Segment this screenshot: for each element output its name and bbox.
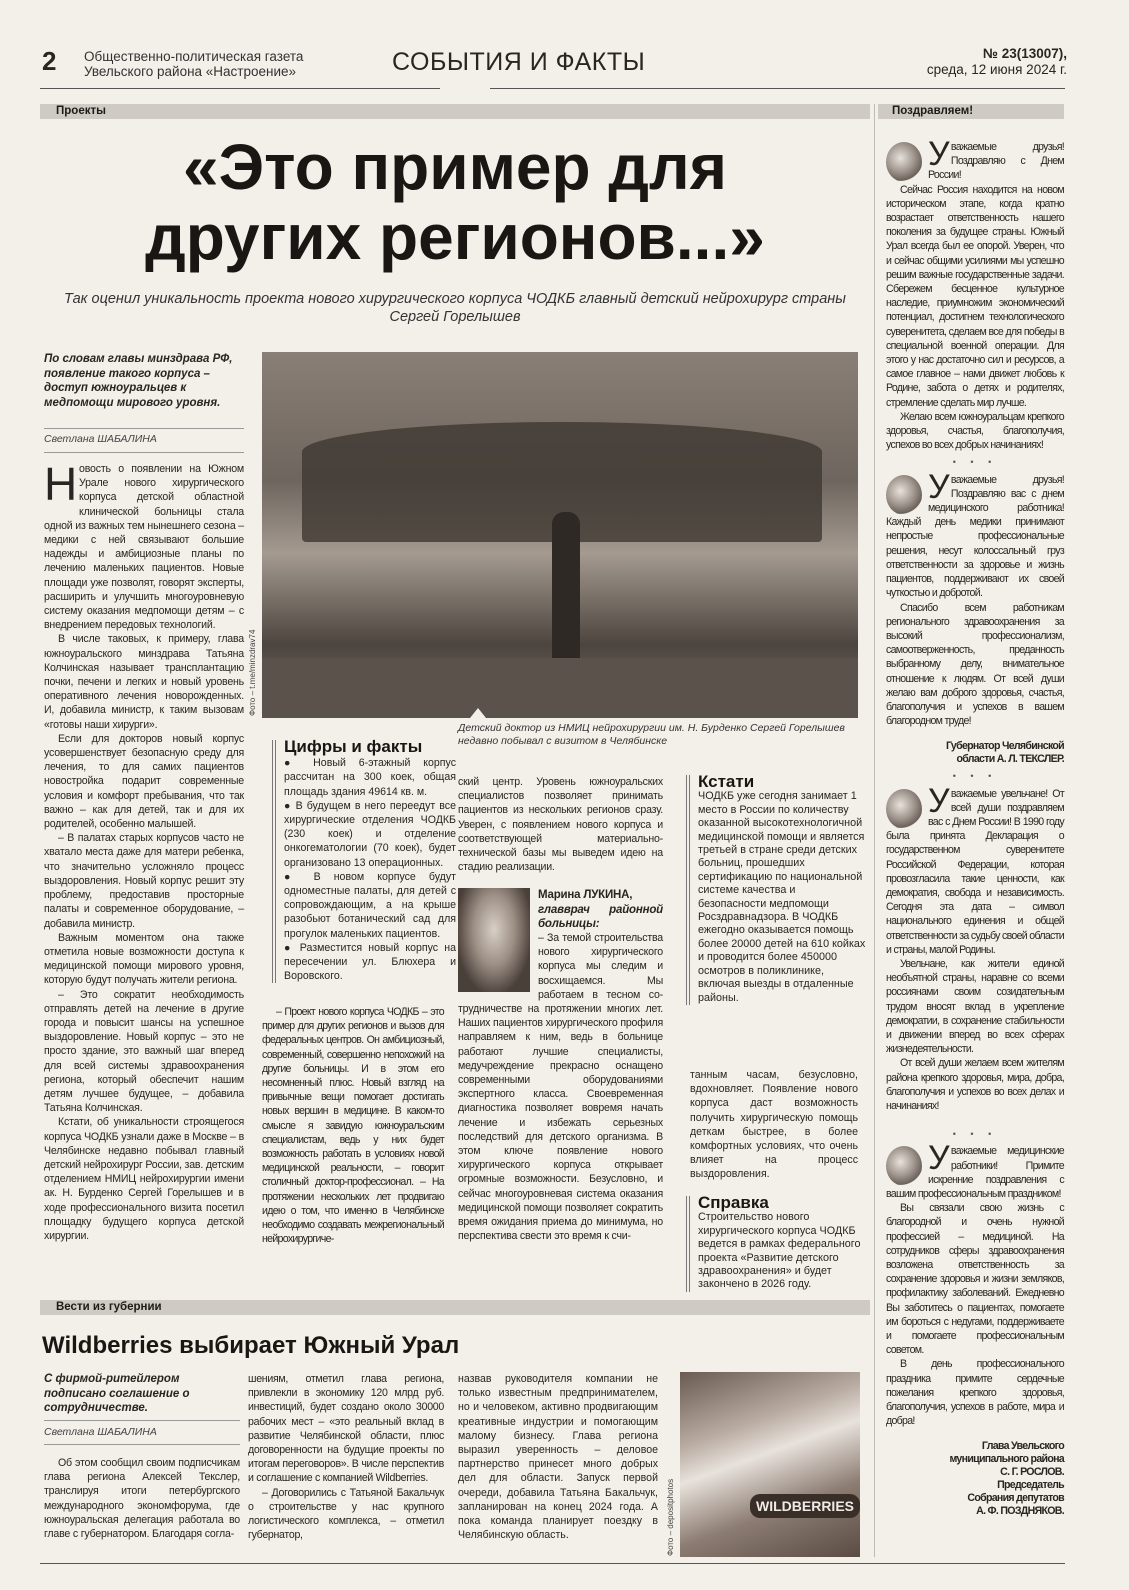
bullet-icon: ● <box>284 941 300 954</box>
news-column-1 <box>44 1456 240 1541</box>
facts-item <box>284 756 456 799</box>
ground <box>262 658 858 718</box>
facts-item-text: В новом корпусе будут одноместные палаты, для детей с сопровождающим, а на крыше разобьют ботанический сад для прогулок маленьких пациентов. <box>284 870 456 940</box>
signature-line: области А. Л. ТЕКСЛЕР. <box>956 753 1064 766</box>
paragraph: От всей души желаем всем жителям района крепкого здоровья, мира, добра, благополучия и успехов во всех делах и начинаниях! <box>886 1057 1064 1112</box>
issue-date: среда, 12 июня 2024 г. <box>926 62 1067 77</box>
paragraph: – В палатах старых корпусов часто не хватало места даже для матери ребенка, что значительно усложняло процесс выздоровления. Новый корпус решит эту проблему, предоставив просторные палаты и современное оборудование, – добавила министр. <box>44 832 244 930</box>
signature-line: А. Ф. ПОЗДНЯКОВ. <box>976 1505 1064 1518</box>
greeting-2 <box>886 467 1064 767</box>
rubric-news: Вести из губернии <box>40 1300 870 1315</box>
paragraph: Кстати, об уникальности строящегося корпуса ЧОДКБ узнали даже в Москве – в Челябинске недавно побывал главный детский нейрохирург России, зав. детским отделением НМИЦ нейрохирургии имени ак. Н. Бурденко Сергей Горелышев и в ходе профессионального визита посетил площадку будущего корпуса детской хирургии. <box>44 1116 245 1242</box>
facts-title: Цифры и факты <box>284 737 423 756</box>
photo-credit: Фото – t.me/minzdrav74 <box>248 629 257 716</box>
rubric-greetings: Поздравляем! <box>878 104 1064 119</box>
facts-item <box>284 799 456 870</box>
paragraph: ский центр. Уровень южноуральских специалистов позволяет принимать пациентов из нескольких регионов сразу. Уверен, с появлением нового корпуса и соответствующей материально-технической базы мы выведем идею на стадию реализации. <box>458 776 663 874</box>
flower-icon <box>886 475 922 515</box>
signature <box>886 740 1064 766</box>
paragraph: назвав руководителя компании не только известным предпринимателем, но и человеком, активно продвигающим креативные индустрии и помогающим малому бизнесу. Глава региона выразил уверенность – деловое партнерство принесет много добрых дел для области. Запуск первой очереди, добавила Татьяна Бакальчук, запланирован на конец 2024 года. А пока команда планирует поездку в Челябинскую область. <box>458 1373 658 1542</box>
facts-item <box>284 941 456 984</box>
paragraph: В день профессионального праздника примите сердечные пожелания крепкого здоровья, благополучия, успехов в работе, мира и добра! <box>886 1358 1064 1428</box>
news-photo-credit: Фото – depositphotos <box>666 1478 675 1556</box>
paragraph: – Проект нового корпуса ЧОДКБ – это пример для других регионов и вызов для федеральных центров. Он амбициозный, современный, совершенно непохожий на другие больницы. И в этом его несомненный плюс. Новый взгляд на привычные вещи помогает достигать новых вершин в медицине. В каком-то смысле я завидую южноуральским специалистам, ведь у них будет возможность работать в условиях новой медицинской реальности, – говорит столичный доктор-профессионал. – На протяжении нескольких лет продвигаю идею о том, что именно в Челябинске необходимо создавать межрегиональный нейрохирургиче- <box>262 1006 444 1246</box>
photo-caption-marker <box>470 708 486 718</box>
quote-text: – За темой строительства нового хирургического корпуса мы следим и восхищаемся. Мы работаем в тесном со- <box>538 932 663 1001</box>
header-rule-right <box>490 88 1065 89</box>
header-rule-left <box>40 88 440 89</box>
newspaper-name <box>84 49 303 79</box>
greeting-opening: важаемые медицинские работники! Примите искренние поздравления с вашим профессиональным праздником! <box>886 1145 1064 1201</box>
paragraph: Если для докторов новый корпус усовершенствует безопасную среду для лечения, то для самих пациентов новостройка подарит современные условия и комфорт пребывания, что так важно – как для детей, так и для их родителей, особенно малышей. <box>44 732 244 831</box>
separator: • • • <box>952 1129 998 1140</box>
headline-line1: «Это пример для <box>182 131 728 203</box>
paragraph: Сейчас Россия находится на новом историческом этапе, когда кратно возрастает ответственность нашего поколения за будущее страны. Южный Урал всегда был ее опорой. Уверен, что и сейчас общими усилиями мы успешно решим важные государственные задачи. Сбережем бесценное культурное наследие, приумножим экономический потенциал, достигнем технологического суверенитета, сделаем все для победы в специальной военной операции. Для этого у нас достаточно сил и ресурсов, а самое главное – нами движет любовь к Родине, забота о детях и родителях, стремление сделать мир лучше. <box>886 183 1064 409</box>
news-byline-rule-top <box>44 1420 240 1421</box>
greeting-opening: важаемые друзья! Поздравляю вас с днем медицинского работника! Каждый день медики принимают непростые профессиональные решения, несут колоссальный груз ответственности за здоровье и жизнь пациентов, поддерживают их своей чуткостью и добротой. <box>886 473 1064 600</box>
bullet-icon: ● <box>284 757 314 770</box>
subtitle: Так оценил уникальность проекта нового хирургического корпуса ЧОДКБ главный детский нейрохирург страны Сергей Горелышев <box>64 291 846 325</box>
paragraph: В числе таковых, к примеру, глава южноуральского минздрава Татьяна Колчинская называет трансплантацию почки, печени и легких и новый уровень оперативного лечения новорожденных. И, добавила министр, к таким вызовам «готовы наши хирурги». <box>44 633 244 731</box>
main-photo <box>262 352 858 718</box>
facts-item-text: Разместится новый корпус на пересечении ул. Блюхера и Воровского. <box>284 941 457 983</box>
dropcap: У <box>928 1139 949 1178</box>
signature-line: С. Г. РОСЛОВ. <box>1000 1466 1064 1479</box>
facts-item-text: Новый 6-этажный корпус рассчитан на 300 коек, общая площадь здания 49614 кв. м. <box>284 757 456 798</box>
paragraph: Об этом сообщил своим подписчикам глава региона Алексей Текслер, транслируя итоги петербургского международного экономфорума, где южноуральская делегация работала во главе с губернатором. Благодаря согла- <box>44 1457 240 1541</box>
news-lead: С фирмой-ритейлером подписано соглашение о сотрудничестве. <box>44 1373 190 1414</box>
news-byline-rule-bottom <box>44 1444 240 1445</box>
greeting-opening: важаемые увельчане! От всей души поздравляем вас с Днем России! В 1990 году была принята Декларация о государственном суверенитете Российской Федерации, которая провозгласила такие ценности, как демократия, свобода и независимость. Сегодня эта дата – символ национального единения и общей ответственности за судьбу своей области и страны, малой Родины. <box>886 787 1064 956</box>
dropcap: У <box>928 467 949 506</box>
spravka-title: Справка <box>698 1193 769 1212</box>
column-divider <box>874 104 875 1557</box>
bullet-icon: ● <box>284 870 314 883</box>
quote-role: главврач районной больницы: <box>538 903 663 930</box>
newspaper-name-line1: Общественно-политическая газета <box>84 49 304 64</box>
kstati-text: ЧОДКБ уже сегодня занимает 1 место в России по количеству оказанной высокотехнологичной медицинской помощи и является третьей в стране среди детских больниц, прошедших сертификацию по национальной системе качества и безопасности медпомощи Росздравнадзора. В ЧОДКБ ежегодно оказывается помощь более 20000 детей на 610 койках и проводится более 450000 осмотров в поликлинике, включая выезды в отдаленные районы. <box>698 790 866 1004</box>
facts-box <box>272 737 457 983</box>
byline-rule-bottom <box>44 452 244 453</box>
article-column-3 <box>458 775 663 1244</box>
separator: • • • <box>952 771 998 782</box>
headline <box>40 132 870 272</box>
byline: Светлана ШАБАЛИНА <box>44 433 157 445</box>
news-byline: Светлана ШАБАЛИНА <box>44 1426 157 1438</box>
signature-line: Председатель <box>997 1479 1064 1492</box>
news-section <box>0 1300 870 1590</box>
flower-icon <box>886 789 922 829</box>
facts-item <box>284 870 456 941</box>
flower-icon <box>886 142 922 182</box>
signature-line: Губернатор Челябинской <box>946 740 1064 753</box>
paragraph: Увельчане, как жители единой необъятной страны, наравне со всеми россиянами своим созидательным трудом вносят вклад в укрепление демократии, в сохранение стабильности и движении вперед во всех сферах жизнедеятельности. <box>886 957 1064 1056</box>
dropcap: Н <box>44 458 78 510</box>
news-column-3 <box>458 1372 658 1542</box>
footer-rule <box>40 1563 1065 1564</box>
issue-number: № 23(13007), <box>982 46 1067 61</box>
paragraph: – Это сократит необходимость отправлять детей на лечение в другие города и повысит шансы на успешное выздоровление. Новый корпус – это не просто здание, это важный шаг вперед для всей системы здравоохранения региона, который обеспечит нашим детям лучшее будущее, – добавила Татьяна Колчинская. <box>44 988 244 1115</box>
paragraph: танным часам, безусловно, вдохновляет. Появление нового корпуса даст возможность получить хирургическую помощь деткам быстрее, в более комфортных условиях, что очень влияет на процесс выздоровления. <box>690 1069 858 1181</box>
signature-line: муниципального района <box>949 1453 1064 1466</box>
news-column-2 <box>248 1372 444 1542</box>
facts-item-text: В будущем в него переедут все хирургические отделения ЧОДКБ (230 коек) и отделение онкогематологии (70 коек), будет организовано 13 операционных. <box>284 799 456 869</box>
bullet-icon: ● <box>284 799 296 812</box>
greeting-1 <box>886 135 1064 452</box>
news-headline: Wildberries выбирает Южный Урал <box>42 1332 460 1359</box>
greeting-4 <box>886 1139 1064 1518</box>
article-column-1 <box>44 458 245 1243</box>
kstati-title: Кстати <box>698 772 755 791</box>
flower-icon <box>886 1146 922 1186</box>
quote-name: Марина ЛУКИНА, <box>538 889 633 902</box>
section-title: СОБЫТИЯ И ФАКТЫ <box>392 48 646 76</box>
greeting-3 <box>886 781 1064 1114</box>
article-column-2 <box>262 1005 444 1246</box>
spravka-box <box>686 1193 866 1292</box>
photo-caption: Детский доктор из НМИЦ нейрохирургии им. Н. Бурденко Сергей Горелышев недавно побывал с визитом в Челябинске <box>458 722 845 747</box>
newspaper-name-line2: Увельского района «Настроение» <box>84 64 297 79</box>
lead: По словам главы минздрава РФ, появление такого корпуса – доступ южноуральцев к медпомощи мирового уровня. <box>44 353 233 409</box>
wildberries-sign: WILDBERRIES <box>750 1494 860 1518</box>
paragraph: овость о появлении на Южном Урале нового хирургического корпуса детской областной клинической больницы стала одной из важных тем нынешнего сезона – медики с ней связывают большие надежды и амбициозные планы по лечению маленьких пациентов. Новые площади уже позволят, говорят эксперты, расширить и улучшить многоуровневую систему оказания медпомощи детям – с внедрением передовых технологий. <box>44 463 244 632</box>
article-column-4 <box>690 1068 858 1182</box>
byline-rule-top <box>44 428 244 429</box>
greeting-opening: важаемые друзья! Поздравляю с Днем России! <box>928 141 1064 182</box>
headline-line2: других регионов...» <box>145 201 765 273</box>
kstati-box <box>686 772 866 1005</box>
signature-line: Собрания депутатов <box>967 1492 1064 1505</box>
paragraph: Желаю всем южноуральцам крепкого здоровья, счастья, благополучия, успехов во всех добрых начинаниях! <box>886 410 1064 452</box>
paragraph: шениям, отметил глава региона, привлекли в экономику 120 млрд руб. инвестиций, будет создано около 30000 рабочих мест – «это реальный вклад в развитие Челябинской области, плюс договоренности на будущие проекты по итогам переговоров». В числе перспектив и соглашение с компанией Wildberries. <box>248 1373 444 1485</box>
page-number: 2 <box>42 46 57 76</box>
separator: • • • <box>952 457 998 468</box>
wildberries-photo <box>680 1372 860 1557</box>
paragraph: Вы связали свою жизнь с благородной и очень нужной профессией – медициной. На сотрудников сферы здравоохранения возложена ответственность за сохранение здоровья и жизни земляков, профилактику заболеваний. Ежедневно Вы заботитесь о пациентах, помогаете им бороться с недугами, поддерживаете и помогаете профессиональным советом. <box>886 1202 1064 1357</box>
signature <box>886 1440 1064 1518</box>
paragraph: Важным моментом она также отметила новые возможности доступа к медицинской помощи мирового уровня, которую будут получать жители региона. <box>44 931 244 987</box>
paragraph: Спасибо всем работникам регионального здравоохранения за высокий профессионализм, самоотверженность, преданность выбранному делу, внимательное отношение к людям. От всей души желаю вам доброго здоровья, счастья, благополучия и успехов в вашем благородном труде! <box>886 601 1064 728</box>
rubric-projects: Проекты <box>40 104 870 119</box>
person-figure <box>552 512 580 682</box>
lukina-photo <box>458 888 530 992</box>
dropcap: У <box>928 135 949 173</box>
greetings-column <box>886 135 1064 1518</box>
dropcap: У <box>928 781 949 820</box>
issue-info <box>927 46 1067 78</box>
spravka-text: Строительство нового хирургического корпуса ЧОДКБ ведется в рамках федерального проекта «Развитие детского здравоохранения» и будет закончено в 2026 году. <box>698 1211 861 1291</box>
paragraph: – Договорились с Татьяной Бакальчук о строительстве у нас крупного логистического комплекса, – отметил губернатор, <box>248 1486 444 1542</box>
signature-line: Глава Увельского <box>981 1440 1064 1453</box>
quote-text-continued: трудничестве на протяжении многих лет. Наших пациентов хирургического профиля направляем к ним, ведь в больнице работают лучшие специалисты, медучреждение прекрасно оснащено современными оборудованиями экспертного класса. Своевременная диагностика позволяет вовремя начать лечение и избежать серьезных последствий для детского организма. В этом ключе появление нового хирургического корпуса открывает огромные возможности. Безусловно, и сейчас многоуровневая система оказания медицинской помощи позволяет сократить время ожидания приема до минимума, но перспектива свести это время к счи- <box>458 1003 663 1243</box>
